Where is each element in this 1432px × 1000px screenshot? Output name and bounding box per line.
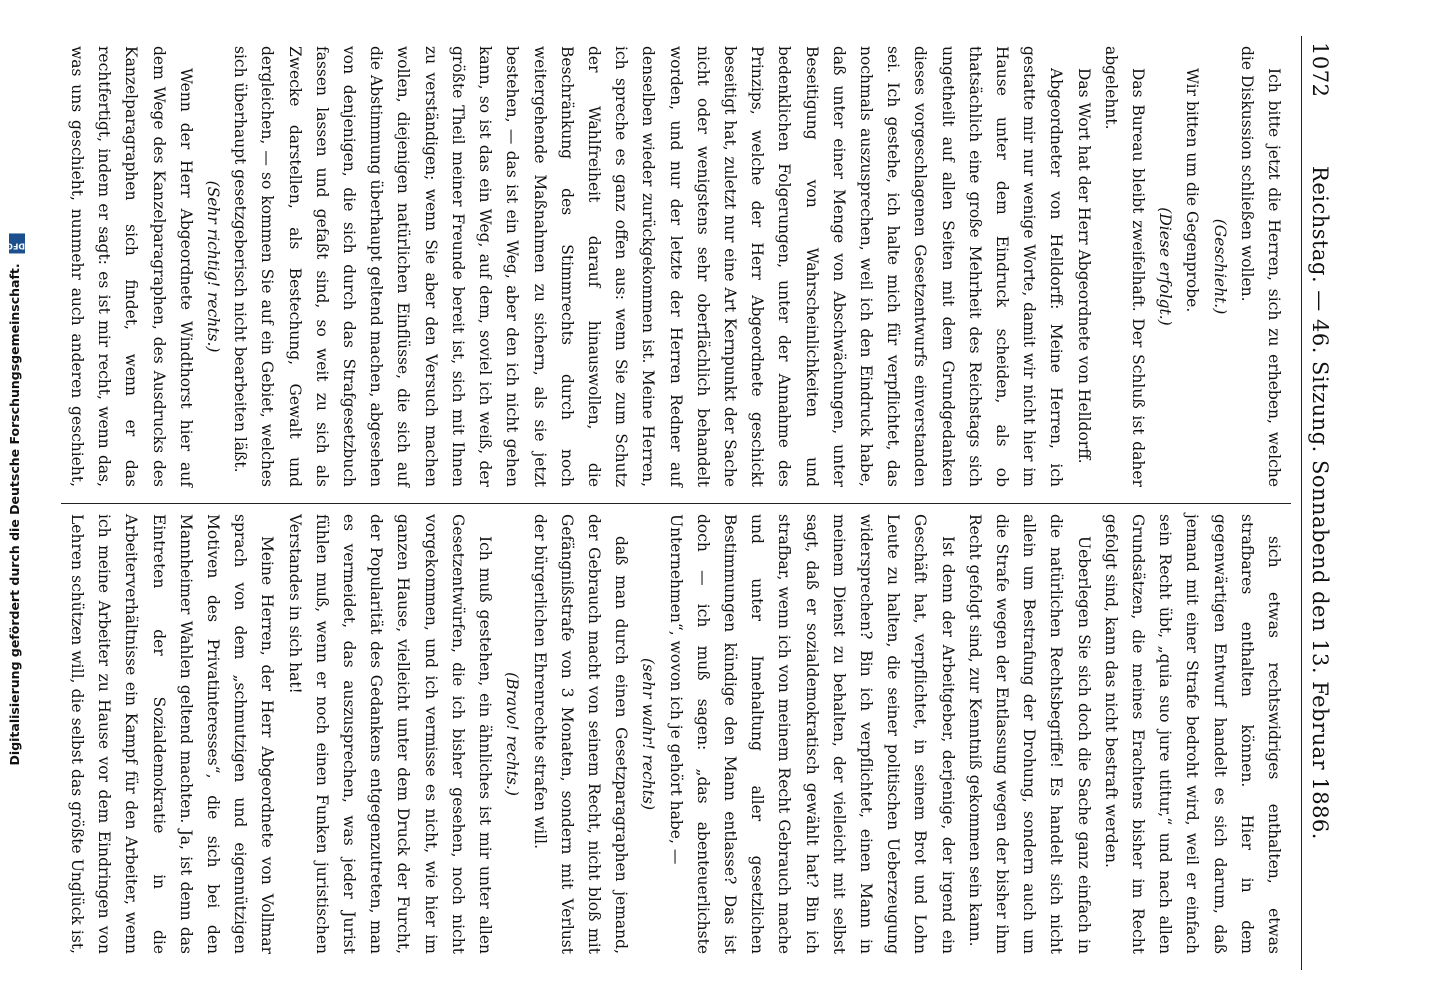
paragraph: (sehr wahr! rechts) — [639, 657, 658, 811]
paragraph: Wenn der Herr Abgeordnete Windthorst hier auf dem Wege des Kanzelparagraphen, des Ausdrucks des Kanzelparagraphen sich findet, wenn er das rechtfertigt, indem er sagt: es ist mir recht, wenn das, was uns geschieht, nunmehr auch anderen geschieht, — [68, 46, 195, 487]
paragraph: Ich muß gestehen, ein ähnliches ist mir unter allen Gesetzentwürfen, die ich bisher gesehen, noch nicht vorgekommen, und ich vermisse es nicht, wie hier im ganzen Hause, vielleicht unter dem Druck der Furcht, der Popularität des Gedankens entgegenzutreten, man es vermeidet, das auszusprechen, was jeder Jurist fühlen muß, wenn er noch einen Funken juristischen Verstandes in sich hat! — [285, 514, 495, 954]
paragraph: Ich bitte jetzt die Herren, sich zu erheben, welche die Diskussion schließen wollen. — [1237, 46, 1283, 487]
paragraph: (Sehr richtig! rechts.) — [204, 180, 223, 353]
paragraph: Ueberlegen Sie sich doch die Sache ganz einfach in die natürlichen Rechtsbegriffe! Es handelt sich nicht allein um Bestrafung der Drohung, sondern auch um die Strafe wegen der Entlassung wegen der bisher ihm Recht gefolgt sind, zur Kenntniß gekommen sein kann. — [965, 514, 1093, 954]
paragraph: daß man durch einen Gesetzparagraphen jemand, der Gebrauch macht von seinem Recht, nicht bloß mit Gefängnißstrafe von 3 Monaten, sondern mit Verlust der bürgerlichen Ehrenrechte strafen will. — [530, 514, 631, 954]
page-header — [1301, 36, 1332, 970]
paragraph: Meine Herren, der Herr Abgeordnete von Vollmar sprach von dem „schmutzigen und eigennützigen Motiven des Privatinteresses“, die sich bei den Mannheimer Wahlen geltend machten. Ja, ist denn das Eintreten der Sozialdemokratie in die Arbeiterverhältnisse ein Kampf für den Arbeiter, wenn ich meine Arbeiter zu Hause vor dem Eindringen von Lehren schützen will, die selbst das größte Unglück ist, — [68, 514, 277, 954]
paragraph: (Bravo! rechts.) — [503, 672, 522, 796]
paragraph: Das Bureau bleibt zweifelhaft. Der Schluß ist daher abgelehnt. — [1101, 46, 1147, 487]
left-column — [61, 36, 1291, 503]
dfg-logo-icon: DFG — [9, 233, 25, 253]
page-number: 1072 — [1308, 42, 1332, 98]
digitization-credit — [0, 0, 34, 1000]
text-columns — [61, 36, 1291, 970]
paragraph: sich etwas rechtswidriges enthalten, etwas strafbares enthalten können. Hier in dem gegenwärtigen Entwurf handelt es sich darum, daß jemand mit einer Strafe bedroht wird, weil er einfach sein Recht übt, „quia suo jure utitur,“ und nach allen Grundsätzen, die meines Erachtens bisher im Recht gefolgt sind, kann das nicht bestraft werden. — [1101, 514, 1283, 954]
paragraph: (Diese erfolgt.) — [1156, 207, 1175, 326]
paragraph: Wir bitten um die Gegenprobe. — [1183, 68, 1202, 313]
paragraph: Abgeordneter von Helldorff: Meine Herren, ich gestatte mir nur wenige Worte, damit wir nicht hier im Hause unter dem Eindruck scheiden, als ob thatsächlich eine große Mehrheit des Reichstags sich ungetheilt auf allen Seiten mit dem Grundgedanken dieses vorgeschlagenen Gesetzentwurfs einverstanden sei. Ich gestehe, ich halte mich für verpflichtet, das nochmals auszusprechen, weil ich den Eindruck habe, daß unter einer Menge von Abschwächungen, unter Beseitigung von Wahrscheinlichkeiten und bedenklichen Folgerungen, unter der Annahme des Prinzips, welche der Herr Abgeordnete geschickt beseitigt hat, zuletzt nur eine Art Kernpunkt der Sache nicht oder wenigstens sehr oberflächlich behandelt worden, und nur der letzte der Herren Redner auf denselben wieder zurückgekommen ist. Meine Herren, ich spreche es ganz offen aus: wenn Sie zum Schutz der Wahlfreiheit darauf hinauswollen, die Beschränkung des Stimmrechts durch noch weitergehende Maßnahmen zu sichern, als sie jetzt bestehen, — das ist ein Weg, aber den ich nicht gehen kann, so ist das ein Weg, auf dem, soviel ich weiß, der größte Theil meiner Freunde bereit ist, sich mit Ihnen zu verständigen; wenn Sie aber den Versuch machen wollen, diejenigen natürlichen Einflüsse, die sich auf die Abstimmung überhaupt geltend machen, abgesehen von denjenigen, die sich durch das Strafgesetzbuch fassen lassen und gefaßt sind, so weit zu sich als Zwecke darstellen, als Bestechung, Gewalt und dergleichen, — so kommen Sie auf ein Gebiet, welches sich überhaupt gesetzgeberisch nicht bearbeiten läßt. — [231, 46, 1066, 487]
right-column — [61, 503, 1291, 970]
running-title: Reichstag. — 46. Sitzung. Sonnabend den 13. Februar 1886. — [1308, 166, 1332, 840]
paragraph: (Geschieht.) — [1210, 218, 1229, 315]
credit-text: Digitalisierung gefördert durch die Deutsche Forschungsgemeinschaft. — [7, 263, 22, 766]
paragraph: Das Wort hat der Herr Abgeordnete von Helldorff. — [1074, 68, 1093, 464]
paragraph: Ist denn der Arbeitgeber, derjenige, der irgend ein Geschäft hat, verpflichtet, in seinem Brot und Lohn Leute zu halten, die seiner politischen Ueberzeugung widersprechen? Bin ich verpflichtet, einen Mann in meinem Dienst zu behalten, der vielleicht mit selbst sagt, daß er sozialdemokratisch gewählt hat? Bin ich strafbar, wenn ich von meinem Recht Gebrauch mache und unter Innehaltung aller gesetzlichen Bestimmungen kündige den Mann entlasse? Das ist doch — ich muß sagen: „das abenteuerlichste Unternehmen“, wovon ich je gehört habe, — — [666, 514, 957, 954]
